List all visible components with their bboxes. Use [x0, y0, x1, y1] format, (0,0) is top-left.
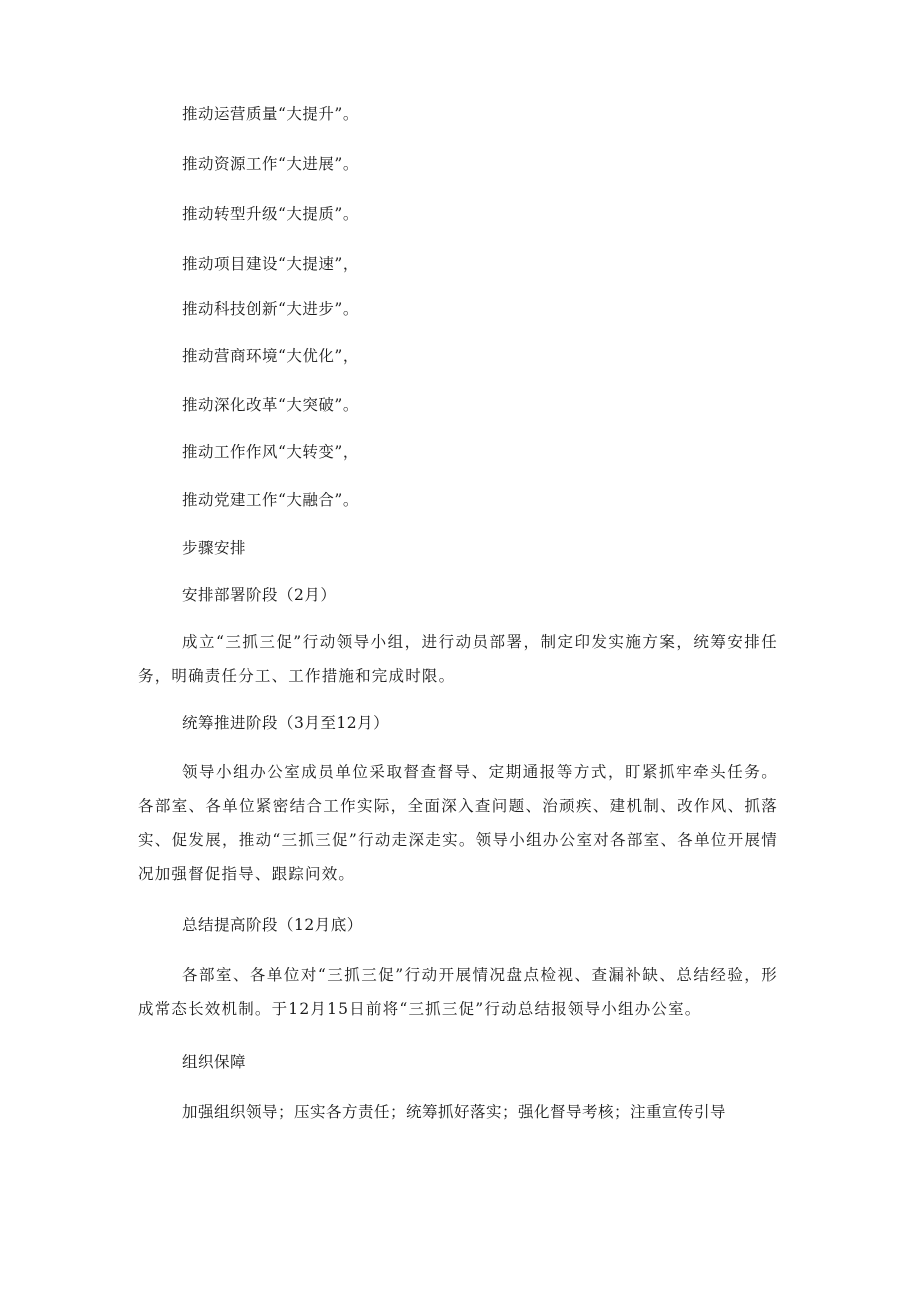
stage1-body: 成立“三抓三促”行动领导小组，进行动员部署，制定印发实施方案，统筹安排任务，明确责任分工、工作措施和完成时限。 [138, 633, 778, 685]
section-heading-org: 组织保障 [182, 1053, 247, 1071]
goal-party-building: 推动党建工作“大融合”。 [182, 491, 359, 509]
goal-tech-innovation: 推动科技创新“大进步”。 [182, 300, 359, 318]
org-measures: 加强组织领导；压实各方责任；统筹抓好落实；强化督导考核；注重宣传引导 [182, 1103, 727, 1121]
goal-deepen-reform: 推动深化改革“大突破”。 [182, 396, 359, 414]
stage3-body: 各部室、各单位对“三抓三促”行动开展情况盘点检视、查漏补缺、总结经验，形成常态长效机制。于12月15日前将“三抓三促”行动总结报领导小组办公室。 [138, 966, 778, 1018]
goal-project-construction: 推动项目建设“大提速”， [182, 255, 359, 273]
stage1-heading: 安排部署阶段（2月） [182, 586, 337, 604]
stage2-heading: 统筹推进阶段（3月至12月） [182, 714, 390, 732]
goal-resource-work: 推动资源工作“大进展”。 [182, 155, 359, 173]
goal-transformation: 推动转型升级“大提质”。 [182, 205, 359, 223]
stage2-body: 领导小组办公室成员单位采取督查督导、定期通报等方式，盯紧抓牢牵头任务。各部室、各单位紧密结合工作实际，全面深入查问题、治顽疾、建机制、改作风、抓落实、促发展，推动“三抓三促”行动走深走实。领导小组办公室对各部室、各单位开展情况加强督促指导、跟踪问效。 [138, 763, 778, 883]
goal-work-style: 推动工作作风“大转变”， [182, 443, 359, 461]
section-heading-steps: 步骤安排 [182, 539, 247, 557]
stage3-heading: 总结提高阶段（12月底） [182, 916, 363, 934]
goal-operation-quality: 推动运营质量“大提升”。 [182, 105, 359, 123]
goal-business-environment: 推动营商环境“大优化”， [182, 347, 359, 365]
